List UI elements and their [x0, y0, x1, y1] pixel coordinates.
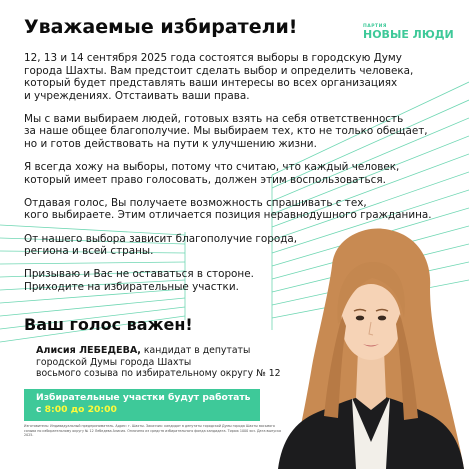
candidate-district: восьмого созыва по избирательному округу № 12 — [36, 368, 281, 380]
paragraph-election-dates — [24, 52, 450, 102]
party-logo-top-line: ПАРТИЯ — [363, 24, 387, 29]
candidate-info — [36, 345, 281, 380]
text-line: Мы с вами выбираем людей, готовых взять на себя ответственность — [24, 112, 404, 125]
text-line: Я всегда хожу на выборы, потому что считаю, что каждый человек, — [24, 161, 400, 174]
polling-hours-time-line — [36, 404, 260, 416]
page-title: Уважаемые избиратели! — [24, 16, 298, 38]
polling-hours-banner — [24, 389, 260, 421]
paragraph-always-vote — [24, 161, 450, 186]
text-line: кого выбираете. Этим отличается позиция неравнодушного гражданина. — [24, 209, 432, 222]
text-line: который имеет право голосовать, должен этим воспользоваться. — [24, 173, 386, 186]
text-line: Отдавая голос, Вы получаете возможность спрашивать с тех, — [24, 196, 367, 209]
candidate-role: кандидат в депутаты — [140, 345, 251, 356]
text-line: региона и всей страны. — [24, 245, 154, 258]
portrait-left-eye — [356, 316, 364, 321]
paragraph-call-to-action — [24, 268, 450, 293]
text-line: который будет представлять ваши интересы во всех организациях — [24, 77, 398, 90]
slogan-heading: Ваш голос важен! — [24, 315, 193, 334]
text-line: и учреждениях. Отстаивать ваши права. — [24, 89, 250, 102]
candidate-council: городской Думы города Шахты — [36, 356, 192, 368]
text-line: за наше общее благополучие. Мы выбираем тех, кто не только обещает, — [24, 125, 428, 138]
polling-hours-time: 8:00 до 20:00 — [44, 404, 117, 415]
portrait-right-eye — [378, 316, 386, 321]
text-line: но и готов действовать на пути к улучшению жизни. — [24, 138, 317, 151]
text-line: Призываю и Вас не оставаться в стороне. — [24, 268, 254, 281]
polling-hours-label: Избирательные участки будут работать — [36, 392, 251, 403]
text-line: города Шахты. Вам предстоит сделать выбор и определить человека, — [24, 64, 414, 77]
candidate-name: Алисия ЛЕБЕДЕВА, — [36, 345, 141, 356]
imprint-fine-print: Изготовитель: Индивидуальный предприниматель. Адрес: г. Шахты. Заказчик: кандидат в депутаты городской Думы города Шахты восьмого созыва по избирательному округу № 12 Лебедева Алисия. Оплачено из средств избирательного фонда кандидата. Тираж 1000 экз. Дата выпуска 2025. — [24, 424, 282, 438]
text-line: Приходите на избирательные участки. — [24, 280, 239, 293]
paragraph-wellbeing — [24, 233, 450, 258]
text-line: От нашего выбора зависит благополучие города, — [24, 232, 298, 245]
paragraph-responsibility — [24, 113, 450, 151]
paragraph-accountability — [24, 197, 450, 222]
appeal-text — [24, 52, 450, 304]
party-logo-main-line: НОВЫЕ ЛЮДИ — [363, 28, 454, 41]
text-line: 12, 13 и 14 сентября 2025 года состоятся выборы в городскую Думу — [24, 52, 402, 64]
polling-hours-prefix: с — [36, 404, 45, 415]
party-logo — [363, 24, 454, 41]
